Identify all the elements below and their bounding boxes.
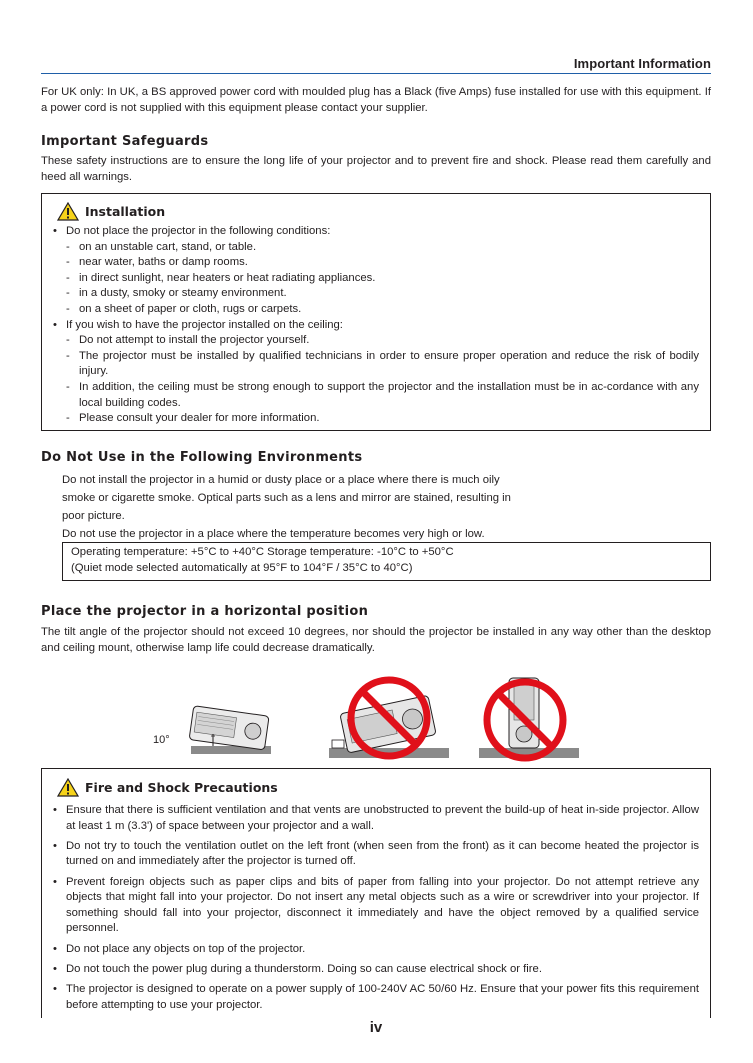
installation-bullet	[42, 318, 699, 334]
safeguards-text: These safety instructions are to ensure the long life of your projector and to prevent fire and shock. Please read them carefully and heed all warnings.	[41, 155, 711, 183]
section-header-title: Important Information	[573, 56, 711, 71]
vertical-projector-prohibited-figure	[479, 674, 579, 760]
warning-icon	[57, 778, 79, 797]
page-number: iv	[369, 1019, 383, 1036]
bullet-text: If you wish to have the projector installed on the ceiling:	[66, 318, 343, 331]
precaution-item: • Prevent foreign objects such as paper clips and bits of paper from falling into your projector. Do not attempt retrieve any objects that might fall into your projector. Do not insert any metal objects such as a wire or screwdriver into your projector. If something should fall into your projector, disconnect it immediately and have the object removed by a qualified service personnel.	[42, 875, 699, 937]
temperature-box	[62, 542, 711, 581]
environments-line: smoke or cigarette smoke. Optical parts such as a lens and mirror are stained, resulting in	[62, 492, 511, 504]
fire-shock-box	[41, 768, 711, 1018]
fire-list	[42, 803, 699, 1018]
ceiling-item: - Please consult your dealer for more information.	[42, 411, 699, 427]
horizontal-heading: Place the projector in a horizontal position	[41, 604, 369, 619]
installation-title-row	[57, 202, 165, 221]
installation-bullet	[42, 224, 699, 240]
temperature-note: (Quiet mode selected automatically at 95°F to 104°F / 35°C to 40°C)	[71, 561, 413, 574]
header-rule	[41, 73, 711, 74]
temperature-line: Operating temperature: +5°C to +40°C Storage temperature: -10°C to +50°C	[71, 546, 454, 558]
tilt-angle-label: 10°	[153, 734, 170, 746]
condition-item: - on an unstable cart, stand, or table.	[42, 240, 699, 256]
precaution-item: • The projector is designed to operate on a power supply of 100-240V AC 50/60 Hz. Ensure that your power fits this requirement before attempting to use your projector.	[42, 982, 699, 1013]
ceiling-item: - The projector must be installed by qualified technicians in order to ensure proper operation and reduce the risk of bodily injury.	[42, 349, 699, 380]
tilted-projector-figure	[153, 690, 273, 756]
precaution-item: • Do not try to touch the ventilation outlet on the left front (when seen from the front) as it can become heated the projector is turned on and immediately after the projector is turned off.	[42, 839, 699, 870]
tilted-projector-image	[153, 690, 273, 756]
warning-icon	[57, 202, 79, 221]
horizontal-text: The tilt angle of the projector should not exceed 10 degrees, nor should the projector be installed in any way other than the desktop and ceiling mount, otherwise lamp life could decrease dramatically.	[41, 626, 711, 654]
installation-list	[42, 224, 699, 427]
uk-notice: For UK only: In UK, a BS approved power cord with moulded plug has a Black (five Amps) fuse installed for use with this equipment. If a power cord is not supplied with this equipment please contact your supplier.	[41, 86, 711, 114]
prohibited-icon	[481, 676, 569, 764]
environments-line: poor picture.	[62, 510, 125, 522]
environments-line: Do not use the projector in a place where the temperature becomes very high or low.	[62, 528, 485, 540]
installation-title: Installation	[85, 204, 166, 219]
angled-projector-prohibited-figure	[325, 684, 453, 764]
bullet-text: Do not place the projector in the following conditions:	[66, 225, 331, 237]
environments-line: Do not install the projector in a humid or dusty place or a place where there is much oily	[62, 474, 500, 486]
precaution-item: • Do not touch the power plug during a thunderstorm. Doing so can cause electrical shock or fire.	[42, 962, 699, 978]
safeguards-heading: Important Safeguards	[41, 134, 209, 149]
precaution-item: • Ensure that there is sufficient ventilation and that vents are unobstructed to prevent the build-up of heat in-side projector. Allow at least 1 m (3.3') of space between your projector and a wall.	[42, 803, 699, 834]
precaution-item: • Do not place any objects on top of the projector.	[42, 942, 699, 958]
condition-item: - near water, baths or damp rooms.	[42, 255, 699, 271]
ceiling-item: - In addition, the ceiling must be strong enough to support the projector and the installation must be in ac-cordance with any local building codes.	[42, 380, 699, 411]
fire-title-row	[57, 778, 278, 797]
condition-item: - on a sheet of paper or cloth, rugs or carpets.	[42, 302, 699, 318]
installation-box	[41, 193, 711, 431]
prohibited-icon	[345, 674, 433, 762]
ceiling-item: - Do not attempt to install the projector yourself.	[42, 333, 699, 349]
environments-heading: Do Not Use in the Following Environments	[41, 450, 363, 465]
fire-title: Fire and Shock Precautions	[85, 780, 278, 795]
environments-text	[62, 471, 622, 543]
condition-item: - in direct sunlight, near heaters or heat radiating appliances.	[42, 271, 699, 287]
condition-item: - in a dusty, smoky or steamy environment.	[42, 286, 699, 302]
